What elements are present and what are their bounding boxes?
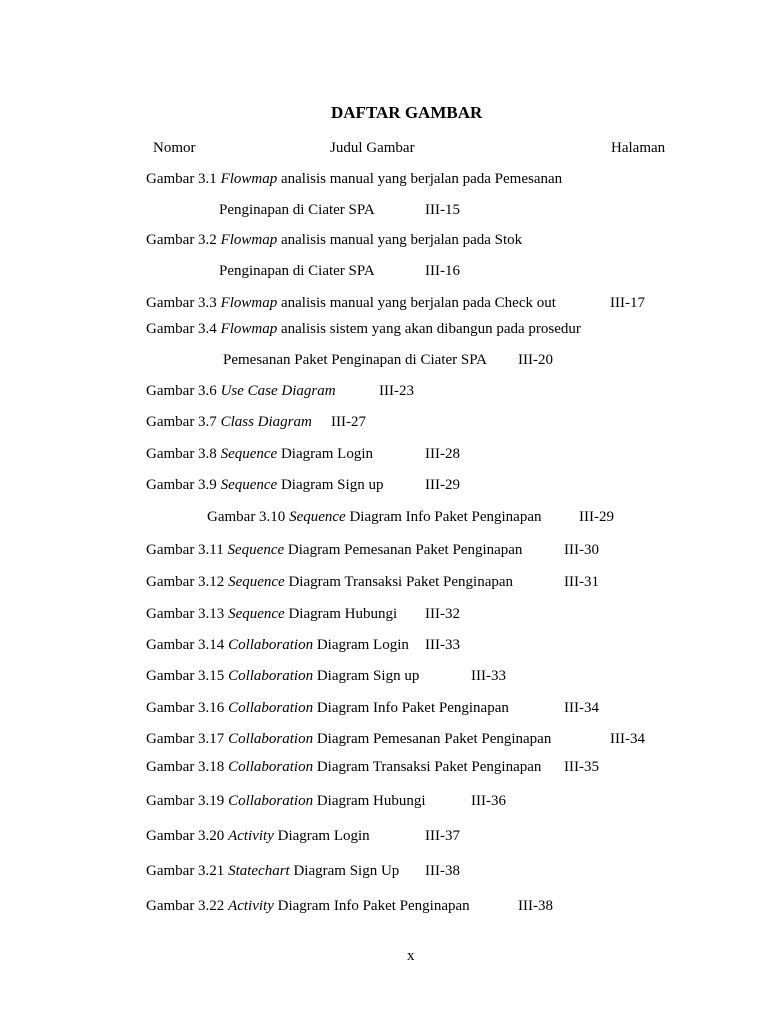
figure-title-italic: Sequence	[220, 477, 278, 493]
figure-title-continuation: Penginapan di Ciater SPA	[219, 263, 375, 279]
figure-entry-continuation	[219, 201, 375, 219]
figure-entry	[146, 897, 470, 915]
figure-number: Gambar 3.10	[207, 509, 286, 525]
figure-number: Gambar 3.4	[146, 321, 217, 337]
figure-page-number: III-28	[425, 446, 460, 462]
figure-number: Gambar 3.15	[146, 668, 225, 684]
figure-page-number: III-38	[425, 863, 460, 879]
figure-title-continuation: Pemesanan Paket Penginapan di Ciater SPA	[223, 352, 487, 368]
figure-page-number: III-38	[518, 898, 553, 914]
figure-title-italic: Use Case Diagram	[220, 383, 336, 399]
figure-title-italic: Collaboration	[228, 700, 314, 716]
figure-title-italic: Flowmap	[220, 321, 278, 337]
figure-title-italic: Sequence	[289, 509, 346, 525]
figure-number: Gambar 3.8	[146, 446, 217, 462]
figure-page-number: III-31	[564, 574, 599, 590]
figure-entry-continuation	[219, 262, 375, 280]
figure-number: Gambar 3.13	[146, 606, 225, 622]
figure-title: analisis sistem yang akan dibangun pada prosedur	[280, 321, 581, 337]
figure-number: Gambar 3.19	[146, 793, 225, 809]
figure-title-italic: Collaboration	[228, 793, 314, 809]
figure-entry	[146, 667, 419, 685]
figure-page-number: III-34	[610, 731, 645, 747]
figure-title-italic: Sequence	[220, 446, 278, 462]
figure-title: Diagram Login	[316, 637, 409, 653]
figure-page-number: III-35	[564, 759, 599, 775]
figure-page-number: III-33	[471, 668, 506, 684]
figure-title: analisis manual yang berjalan pada Pemesanan	[280, 171, 563, 187]
figure-title-italic: Collaboration	[228, 759, 314, 775]
figure-entry	[146, 320, 581, 338]
figure-entry	[146, 636, 409, 654]
figure-title: Diagram Transaksi Paket Penginapan	[288, 574, 514, 590]
figure-title: Diagram Sign up	[316, 668, 420, 684]
figure-title: Diagram Sign up	[280, 477, 384, 493]
figure-entry	[146, 699, 509, 717]
figure-entry	[146, 231, 522, 249]
figure-title-italic: Class Diagram	[220, 414, 312, 430]
page-title: DAFTAR GAMBAR	[331, 103, 483, 122]
figure-title: Diagram Info Paket Penginapan	[349, 509, 542, 525]
figure-page-number: III-16	[425, 263, 460, 279]
figure-number: Gambar 3.6	[146, 383, 217, 399]
figure-page-number: III-29	[579, 509, 614, 525]
figure-page-number: III-30	[564, 542, 599, 558]
figure-title: Diagram Login	[280, 446, 374, 462]
figure-entry	[146, 758, 541, 776]
figure-title-italic: Flowmap	[220, 171, 278, 187]
page-number: x	[407, 948, 415, 964]
figure-title-italic: Sequence	[228, 574, 285, 590]
figure-number: Gambar 3.7	[146, 414, 217, 430]
figure-number: Gambar 3.18	[146, 759, 225, 775]
figure-title: analisis manual yang berjalan pada Check out	[280, 295, 556, 311]
figure-title-continuation: Penginapan di Ciater SPA	[219, 202, 375, 218]
figure-page-number: III-23	[379, 383, 414, 399]
figure-number: Gambar 3.21	[146, 863, 225, 879]
figure-entry	[146, 445, 373, 463]
figure-number: Gambar 3.14	[146, 637, 225, 653]
figure-title: analisis manual yang berjalan pada Stok	[280, 232, 523, 248]
figure-number: Gambar 3.11	[146, 542, 224, 558]
figure-entry	[146, 476, 383, 494]
figure-page-number: III-33	[425, 637, 460, 653]
figure-entry	[146, 170, 562, 188]
figure-number: Gambar 3.17	[146, 731, 225, 747]
figure-title-italic: Collaboration	[228, 731, 314, 747]
figure-number: Gambar 3.20	[146, 828, 225, 844]
figure-title: Diagram Hubungi	[288, 606, 398, 622]
header-nomor: Nomor	[153, 140, 196, 156]
figure-title: Diagram Pemesanan Paket Penginapan	[287, 542, 523, 558]
figure-title-italic: Flowmap	[220, 232, 278, 248]
figure-title: Diagram Login	[277, 828, 370, 844]
figure-title: Diagram Sign Up	[293, 863, 400, 879]
figure-title-italic: Activity	[228, 898, 274, 914]
figure-entry	[146, 294, 556, 312]
figure-number: Gambar 3.2	[146, 232, 217, 248]
figure-number: Gambar 3.12	[146, 574, 225, 590]
header-judul-gambar: Judul Gambar	[330, 140, 415, 156]
figure-entry	[146, 862, 399, 880]
figure-entry	[146, 730, 551, 748]
figure-title-italic: Sequence	[227, 542, 285, 558]
figure-title-italic: Sequence	[228, 606, 285, 622]
figure-entry	[207, 508, 541, 526]
figure-title-italic: Flowmap	[220, 295, 278, 311]
figure-number: Gambar 3.9	[146, 477, 217, 493]
figure-title-italic: Collaboration	[228, 637, 314, 653]
figure-page-number: III-20	[518, 352, 553, 368]
figure-entry	[146, 382, 336, 400]
figure-title-italic: Activity	[228, 828, 274, 844]
figure-page-number: III-17	[610, 295, 645, 311]
figure-title-italic: Collaboration	[228, 668, 314, 684]
figure-entry	[146, 827, 370, 845]
figure-entry	[146, 413, 312, 431]
figure-entry	[146, 792, 426, 810]
figure-page-number: III-15	[425, 202, 460, 218]
figure-page-number: III-36	[471, 793, 506, 809]
figure-page-number: III-34	[564, 700, 599, 716]
figure-page-number: III-29	[425, 477, 460, 493]
figure-title: Diagram Info Paket Penginapan	[316, 700, 509, 716]
figure-entry	[146, 541, 522, 559]
figure-title: Diagram Pemesanan Paket Penginapan	[316, 731, 552, 747]
figure-number: Gambar 3.16	[146, 700, 225, 716]
figure-title: Diagram Transaksi Paket Penginapan	[316, 759, 542, 775]
figure-page-number: III-37	[425, 828, 460, 844]
figure-title-italic: Statechart	[228, 863, 290, 879]
figure-entry	[146, 605, 397, 623]
figure-entry-continuation	[223, 351, 487, 369]
figure-number: Gambar 3.22	[146, 898, 225, 914]
figure-number: Gambar 3.3	[146, 295, 217, 311]
figure-entry	[146, 573, 513, 591]
figure-page-number: III-32	[425, 606, 460, 622]
header-halaman: Halaman	[611, 140, 666, 156]
figure-number: Gambar 3.1	[146, 171, 217, 187]
figure-page-number: III-27	[331, 414, 366, 430]
figure-title: Diagram Hubungi	[316, 793, 426, 809]
figure-title: Diagram Info Paket Penginapan	[277, 898, 470, 914]
